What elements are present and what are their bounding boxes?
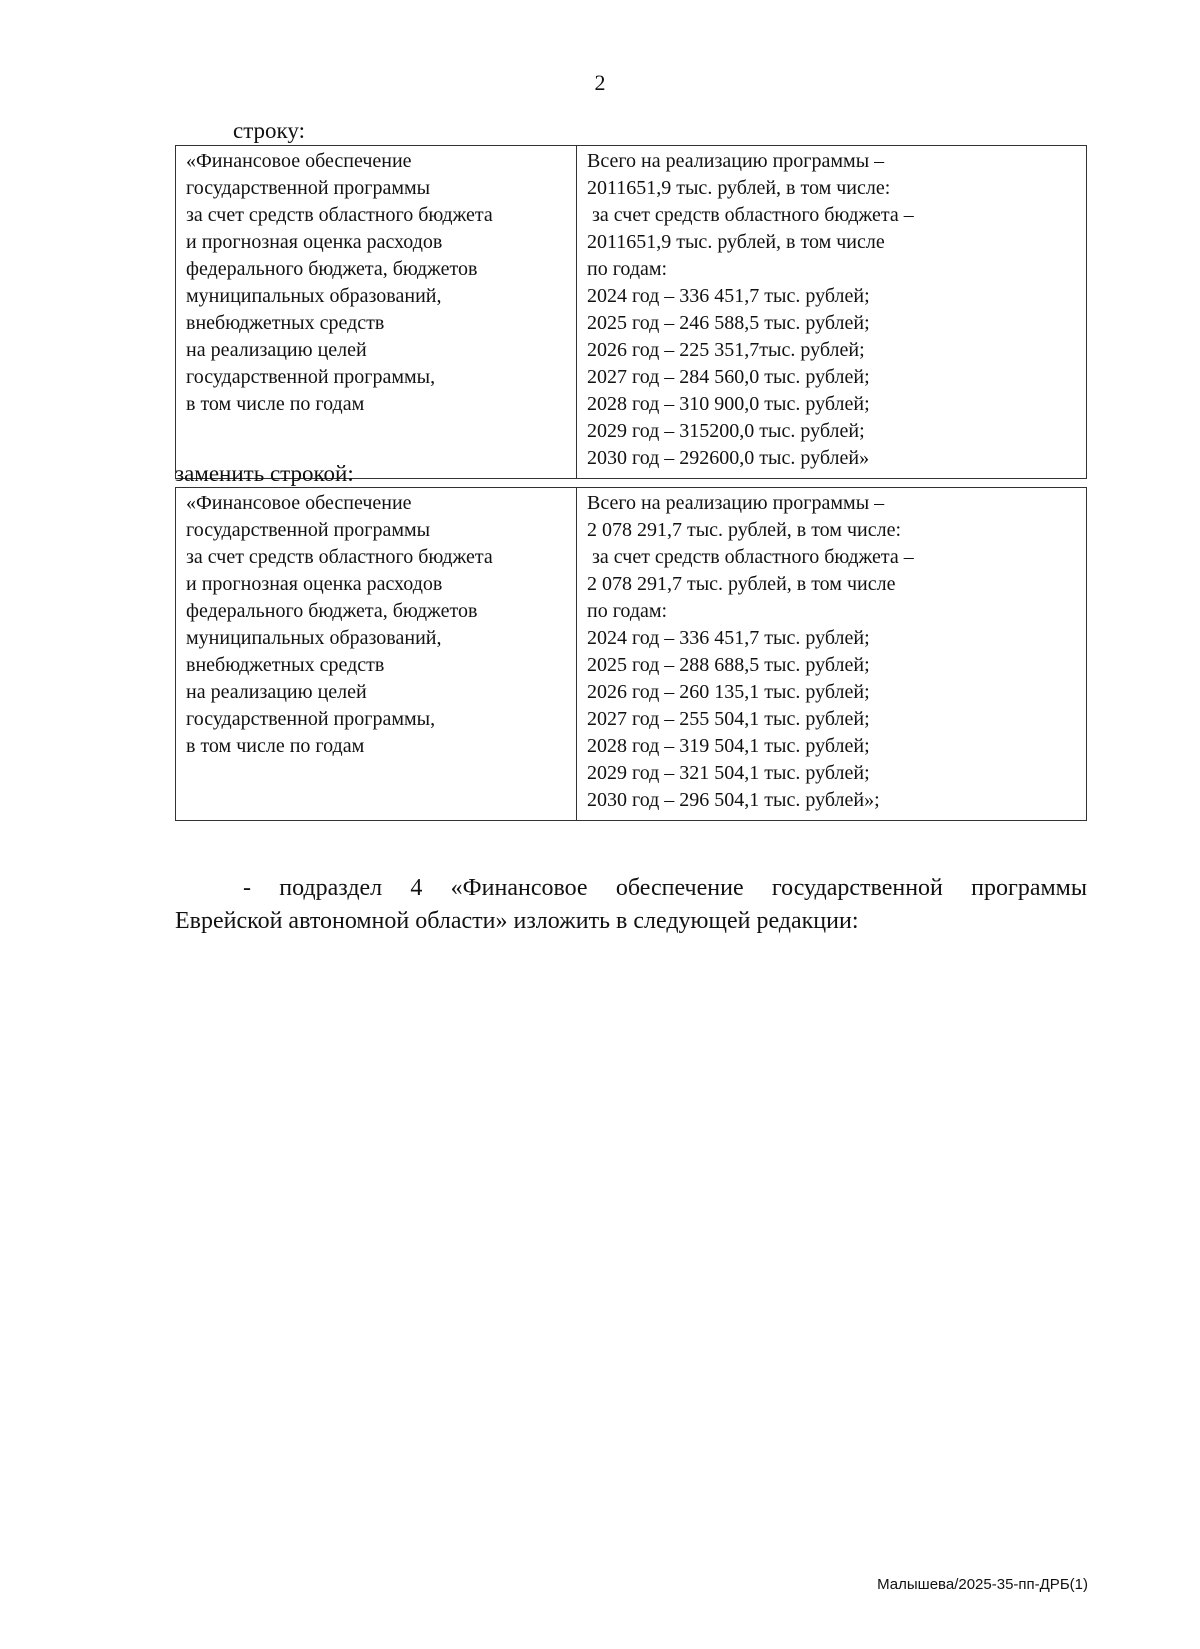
old-right-line: 2025 год – 246 588,5 тыс. рублей;: [587, 312, 870, 334]
new-left-line: муниципальных образований,: [186, 627, 442, 649]
table-row: [176, 146, 1087, 479]
document-reference: Малышева/2025-35-пп-ДРБ(1): [877, 1576, 1088, 1593]
new-right-line: 2029 год – 321 504,1 тыс. рублей;: [587, 762, 870, 784]
new-left-line: на реализацию целей: [186, 681, 367, 703]
new-row-table: [175, 487, 1087, 821]
new-left-line: государственной программы: [186, 519, 431, 541]
old-right-line: 2027 год – 284 560,0 тыс. рублей;: [587, 366, 870, 388]
new-row-right-cell: [577, 488, 1087, 821]
old-left-line: муниципальных образований,: [186, 285, 442, 307]
old-left-line: государственной программы,: [186, 366, 436, 388]
old-left-line: на реализацию целей: [186, 339, 367, 361]
old-row-right-cell: [577, 146, 1087, 479]
body-paragraph: [175, 872, 1087, 938]
new-right-line: 2024 год – 336 451,7 тыс. рублей;: [587, 627, 870, 649]
old-right-line: 2028 год – 310 900,0 тыс. рублей;: [587, 393, 870, 415]
old-right-line: по годам:: [587, 258, 668, 280]
old-left-line: «Финансовое обеспечение: [186, 150, 412, 172]
old-right-line: 2011651,9 тыс. рублей, в том числе:: [587, 177, 891, 199]
new-right-line: 2025 год – 288 688,5 тыс. рублей;: [587, 654, 870, 676]
new-left-line: в том числе по годам: [186, 735, 365, 757]
paragraph-line: Еврейской автономной области» изложить в следующей редакции:: [175, 908, 859, 934]
old-right-line: 2030 год – 292600,0 тыс. рублей»: [587, 447, 870, 469]
old-left-line: за счет средств областного бюджета: [186, 204, 493, 226]
old-left-line: и прогнозная оценка расходов: [186, 231, 443, 253]
new-right-line: 2027 год – 255 504,1 тыс. рублей;: [587, 708, 870, 730]
old-right-line: Всего на реализацию программы –: [587, 150, 885, 172]
old-row-label: строку:: [233, 118, 305, 143]
new-left-line: «Финансовое обеспечение: [186, 492, 412, 514]
table-row: [176, 488, 1087, 821]
new-left-line: внебюджетных средств: [186, 654, 385, 676]
new-row-left-cell: [176, 488, 577, 821]
old-left-line: федерального бюджета, бюджетов: [186, 258, 478, 280]
new-left-line: и прогнозная оценка расходов: [186, 573, 443, 595]
page-number: 2: [594, 70, 606, 95]
new-right-line: по годам:: [587, 600, 668, 622]
old-right-line: 2029 год – 315200,0 тыс. рублей;: [587, 420, 865, 442]
new-left-line: государственной программы,: [186, 708, 436, 730]
new-left-line: за счет средств областного бюджета: [186, 546, 493, 568]
old-right-line: 2011651,9 тыс. рублей, в том числе: [587, 231, 885, 253]
old-right-line: 2024 год – 336 451,7 тыс. рублей;: [587, 285, 870, 307]
old-right-line: 2026 год – 225 351,7тыс. рублей;: [587, 339, 865, 361]
paragraph-line: - подраздел 4 «Финансовое обеспечение государственной программы: [243, 875, 1087, 901]
new-right-line: 2026 год – 260 135,1 тыс. рублей;: [587, 681, 870, 703]
old-row-table: [175, 145, 1087, 479]
old-left-line: внебюджетных средств: [186, 312, 385, 334]
old-left-line: в том числе по годам: [186, 393, 365, 415]
new-right-line: 2 078 291,7 тыс. рублей, в том числе:: [587, 519, 902, 541]
old-row-left-cell: [176, 146, 577, 479]
new-right-line: 2030 год – 296 504,1 тыс. рублей»;: [587, 789, 880, 811]
new-right-line: 2028 год – 319 504,1 тыс. рублей;: [587, 735, 870, 757]
old-left-line: государственной программы: [186, 177, 431, 199]
new-row-label: заменить строкой:: [175, 461, 354, 486]
old-right-line: за счет средств областного бюджета –: [587, 204, 914, 226]
new-left-line: федерального бюджета, бюджетов: [186, 600, 478, 622]
new-right-line: за счет средств областного бюджета –: [587, 546, 914, 568]
new-right-line: 2 078 291,7 тыс. рублей, в том числе: [587, 573, 896, 595]
new-right-line: Всего на реализацию программы –: [587, 492, 885, 514]
